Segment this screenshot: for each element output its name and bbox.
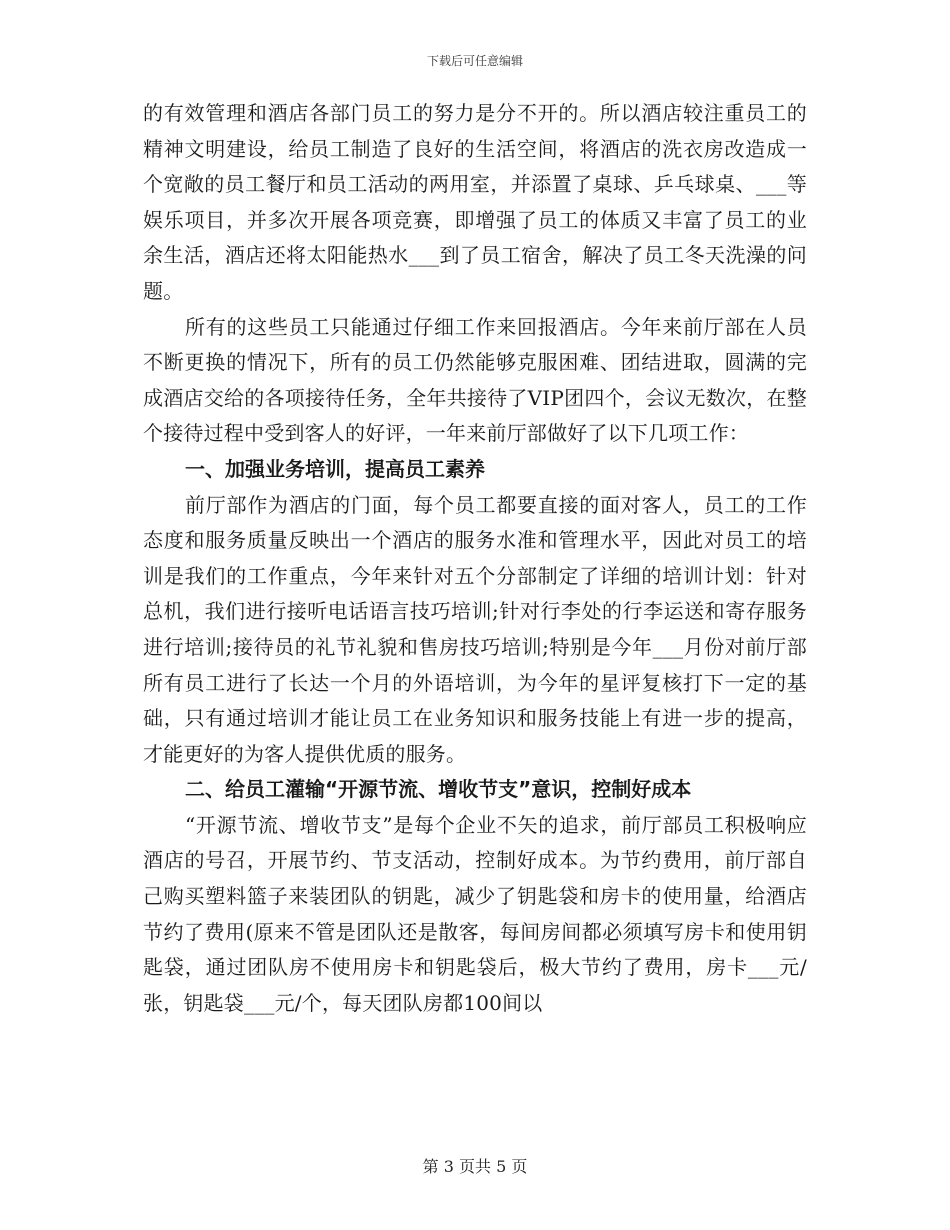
- section-heading-cost-control: 二、给员工灌输“开源节流、增收节支”意识，控制好成本: [185, 777, 692, 802]
- paragraph-facilities: 的有效管理和酒店各部门员工的努力是分不开的。所以酒店较注重员工的精神文明建设，给员工制造了良好的生活空间，将酒店的洗衣房改造成一个宽敞的员工餐厅和员工活动的两用室，并添置了桌球、乒乓球桌、___等娱乐项目，并多次开展各项竞赛，即增强了员工的体质又丰富了员工的业余生活，酒店还将太阳能热水___到了员工宿舍，解决了员工冬天洗澡的问题。: [143, 101, 807, 303]
- section-heading-training: 一、加强业务培训，提高员工素养: [185, 456, 485, 481]
- page-number-footer: 第 3 页共 5 页: [422, 1157, 528, 1176]
- paragraph-cost-control: “开源节流、增收节支”是每个企业不矢的追求，前厅部员工积极响应酒店的号召，开展节约、节支活动，控制好成本。为节约费用，前厅部自己购买塑料篮子来装团队的钥匙，减少了钥匙袋和房卡的使用量，给酒店节约了费用(原来不管是团队还是散客，每间房间都必须填写房卡和使用钥匙袋，通过团队房不使用房卡和钥匙袋后，极大节约了费用，房卡___元/张，钥匙袋___元/个，每天团队房都100间以: [143, 812, 807, 1015]
- paragraph-front-office-summary: 所有的这些员工只能通过仔细工作来回报酒店。今年来前厅部在人员不断更换的情况下，所有的员工仍然能够克服困难、团结进取，圆满的完成酒店交给的各项接待任务，全年共接待了VIP团四个，会议无数次，在整个接待过程中受到客人的好评，一年来前厅部做好了以下几项工作：: [143, 314, 807, 446]
- page-header-note: 下载后可任意编辑: [426, 54, 523, 68]
- document-body: [143, 96, 807, 1021]
- paragraph-training: 前厅部作为酒店的门面，每个员工都要直接的面对客人，员工的工作态度和服务质量反映出一个酒店的服务水准和管理水平，因此对员工的培训是我们的工作重点，今年来针对五个分部制定了详细的培训计划：针对总机，我们进行接听电话语言技巧培训;针对行李处的行李运送和寄存服务进行培训;接待员的礼节礼貌和售房技巧培训;特别是今年___月份对前厅部所有员工进行了长达一个月的外语培训，为今年的星评复核打下一定的基础，只有通过培训才能让员工在业务知识和服务技能上有进一步的提高，才能更好的为客人提供优质的服务。: [143, 492, 807, 766]
